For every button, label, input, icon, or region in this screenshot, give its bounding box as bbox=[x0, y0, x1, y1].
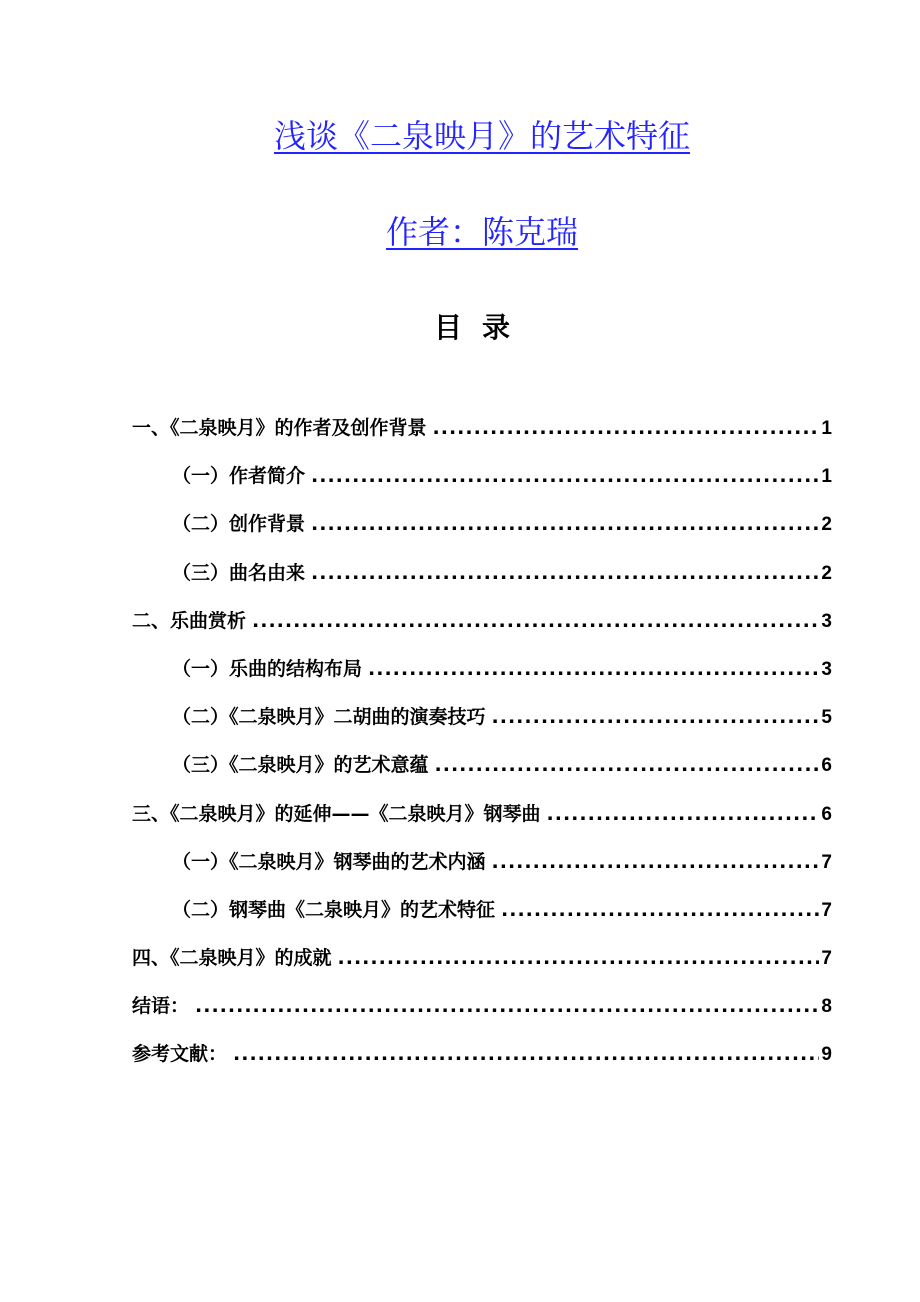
toc-page-number: 6 bbox=[821, 803, 832, 825]
toc-entry[interactable] bbox=[132, 549, 832, 597]
toc-dot-leader bbox=[311, 549, 819, 597]
toc-entry-label: 三、《二泉映月》的延伸——《二泉映月》钢琴曲 bbox=[132, 802, 541, 825]
toc-entry-label: （三）《二泉映月》的艺术意蕴 bbox=[172, 754, 429, 777]
toc-entry-label: 结语： bbox=[132, 995, 190, 1018]
toc-entry[interactable] bbox=[132, 404, 832, 452]
toc-dot-leader bbox=[435, 741, 820, 789]
toc-dot-leader bbox=[547, 790, 820, 838]
toc-entry-label: 一、《二泉映月》的作者及创作背景 bbox=[132, 417, 427, 439]
toc-entry-label: （二）《二泉映月》二胡曲的演奏技巧 bbox=[172, 706, 486, 729]
document-author-link[interactable]: 作者：陈克瑞 bbox=[385, 213, 578, 251]
toc-entry[interactable] bbox=[132, 693, 832, 741]
toc-entry[interactable] bbox=[132, 597, 832, 645]
toc-dot-leader bbox=[433, 404, 820, 452]
toc-page-number: 3 bbox=[821, 610, 832, 632]
toc-entry-label: （一）作者简介 bbox=[172, 465, 306, 488]
toc-entry[interactable] bbox=[132, 934, 832, 982]
toc-entry-label: （二）创作背景 bbox=[172, 513, 306, 536]
toc-entry[interactable] bbox=[132, 838, 832, 886]
toc-entry[interactable] bbox=[132, 645, 832, 693]
toc-entry-label: 二、乐曲赏析 bbox=[132, 609, 247, 632]
toc-entry[interactable] bbox=[132, 500, 832, 548]
toc-entry[interactable] bbox=[132, 741, 832, 789]
toc-entry-label: 四、《二泉映月》的成就 bbox=[132, 947, 332, 970]
toc-entry[interactable] bbox=[132, 1030, 832, 1078]
toc-dot-leader bbox=[252, 597, 819, 645]
toc-page-number: 3 bbox=[821, 658, 832, 680]
toc-entry[interactable] bbox=[132, 452, 832, 500]
toc-dot-leader bbox=[492, 693, 820, 741]
toc-entry[interactable] bbox=[132, 790, 832, 838]
toc-entry[interactable] bbox=[132, 886, 832, 934]
toc-dot-leader bbox=[311, 452, 819, 500]
toc-dot-leader bbox=[311, 500, 819, 548]
toc-page-number: 1 bbox=[821, 466, 832, 488]
toc-dot-leader bbox=[233, 1030, 819, 1078]
toc-page-number: 9 bbox=[821, 1044, 832, 1066]
toc-entry-label: （二）钢琴曲《二泉映月》的艺术特征 bbox=[172, 898, 496, 921]
toc-entry-label: （三）曲名由来 bbox=[172, 561, 306, 584]
toc-dot-leader bbox=[368, 645, 819, 693]
toc-page-number: 5 bbox=[821, 707, 832, 729]
toc-page-number: 1 bbox=[821, 418, 832, 439]
table-of-contents bbox=[132, 404, 832, 1079]
toc-page-number: 6 bbox=[821, 755, 832, 777]
toc-entry-label: 参考文献： bbox=[132, 1043, 228, 1066]
toc-page-number: 2 bbox=[821, 514, 832, 536]
toc-dot-leader bbox=[338, 934, 820, 982]
toc-page-number: 8 bbox=[821, 996, 832, 1018]
toc-dot-leader bbox=[195, 982, 819, 1030]
document-title-link[interactable]: 浅谈《二泉映月》的艺术特征 bbox=[273, 117, 690, 155]
toc-page-number: 7 bbox=[821, 948, 832, 970]
toc-page-number: 2 bbox=[821, 562, 832, 584]
toc-page-number: 7 bbox=[821, 851, 832, 873]
toc-heading: 目录 bbox=[433, 311, 530, 344]
toc-entry-label: （一）《二泉映月》钢琴曲的艺术内涵 bbox=[172, 850, 486, 873]
toc-entry[interactable] bbox=[132, 982, 832, 1030]
toc-dot-leader bbox=[492, 838, 820, 886]
toc-dot-leader bbox=[501, 886, 819, 934]
toc-page-number: 7 bbox=[821, 899, 832, 921]
toc-entry-label: （一）乐曲的结构布局 bbox=[172, 657, 363, 680]
